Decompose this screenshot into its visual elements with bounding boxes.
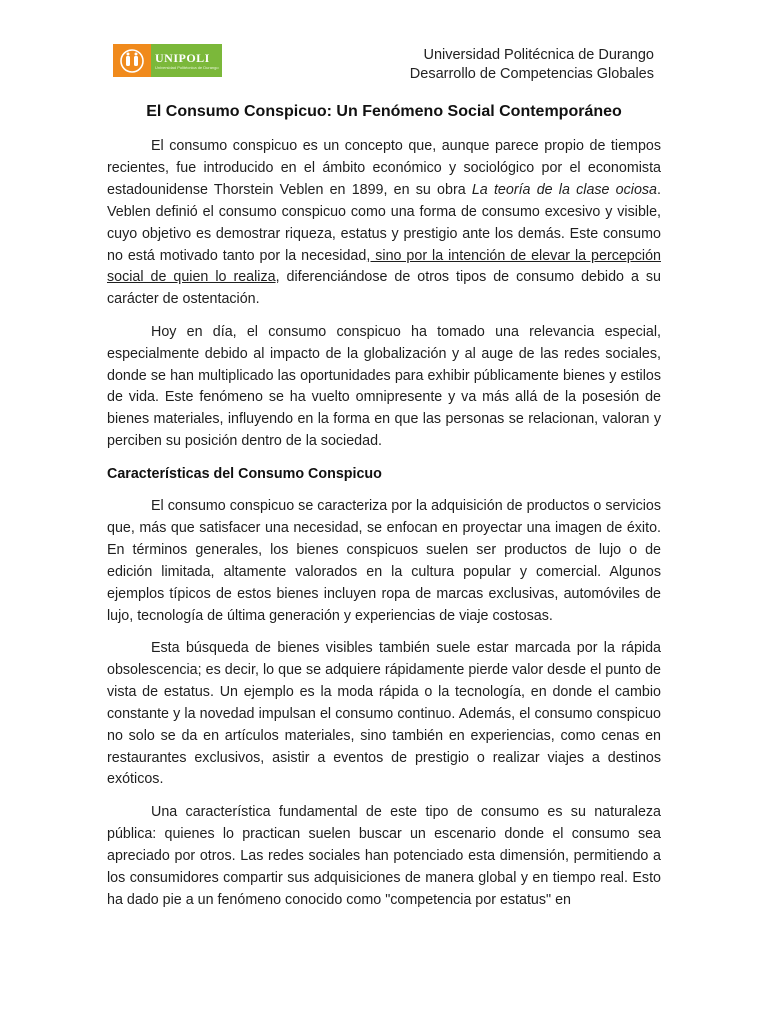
university-logo	[113, 44, 222, 77]
section-heading: Características del Consumo Conspicuo	[107, 465, 382, 482]
logo-emblem-icon	[113, 44, 151, 77]
document-title: El Consumo Conspicuo: Un Fenómeno Social Contemporáneo	[146, 103, 622, 120]
book-title: La teoría de la clase ociosa	[471, 181, 658, 198]
paragraph-4: Esta búsqueda de bienes visibles también suele estar marcada por la rápida obsolescencia; es decir, lo que se adquiere rápidamente pierde valor desde el punto de vista de estatus. Un ejemplo es la moda rápida o la tecnología, en donde el cambio constante y la novedad impulsan el consumo continuo. Además, el consumo conspicuo no solo se da en artículos materiales, sino también en experiencias, como cenas en restaurantes exclusivos, asistir a eventos de prestigio o realizar viajes a destinos exóticos.	[107, 640, 661, 788]
logo-subtext: Universidad Politécnica de Durango	[155, 64, 219, 70]
underlined-phrase: , sino por la intención de elevar la percepción social de quien lo realiza	[107, 247, 661, 286]
document-header	[410, 46, 654, 84]
logo-wordmark: UNIPOLI	[155, 50, 210, 65]
document-body	[107, 136, 661, 922]
logo-text	[151, 44, 222, 77]
header-institution: Universidad Politécnica de Durango	[423, 47, 654, 63]
paragraph-1-part-b: . Veblen definió el consumo conspicuo como una forma de consumo excesivo y visible, cuyo objetivo es demostrar riqueza, estatus y prestigio ante los demás. Este consumo no está motivado tanto por la necesidad	[107, 181, 661, 264]
paragraph-1-part-a: El consumo conspicuo es un concepto que, aunque parece propio de tiempos recientes, fue introducido en el ámbito económico y sociológico por el economista estadounidense Thorstein Veblen en 1899, en su obra	[107, 138, 661, 198]
paragraph-1-part-c: , diferenciándose de otros tipos de consumo debido a su carácter de ostentación.	[107, 269, 661, 308]
paragraph-1	[107, 136, 661, 311]
paragraph-5: Una característica fundamental de este tipo de consumo es su naturaleza pública: quienes lo practican suelen buscar un escenario donde el consumo sea apreciado por otros. Las redes sociales han potenciado esta dimensión, permitiendo a los consumidores compartir sus adquisiciones de manera global y en tiempo real. Esto ha dado pie a un fenómeno conocido como "competencia por estatus" en	[107, 803, 661, 908]
header-course: Desarrollo de Competencias Globales	[409, 66, 654, 82]
paragraph-2: Hoy en día, el consumo conspicuo ha tomado una relevancia especial, especialmente debido al impacto de la globalización y al auge de las redes sociales, donde se han multiplicado las oportunidades para exhibir públicamente bienes y estilos de vida. Este fenómeno se ha vuelto omnipresente y va más allá de la posesión de bienes materiales, influyendo en la forma en que las personas se relacionan, valoran y perciben su posición dentro de la sociedad.	[107, 323, 661, 450]
paragraph-3: El consumo conspicuo se caracteriza por la adquisición de productos o servicios que, más que satisfacer una necesidad, se enfocan en proyectar una imagen de éxito. En términos generales, los bienes conspicuos suelen ser productos de lujo o de edición limitada, altamente valorados en la cultura popular y comercial. Algunos ejemplos típicos de estos bienes incluyen ropa de marcas exclusivas, automóviles de lujo, tecnología de última generación y experiencias de viaje costosas.	[107, 498, 661, 624]
